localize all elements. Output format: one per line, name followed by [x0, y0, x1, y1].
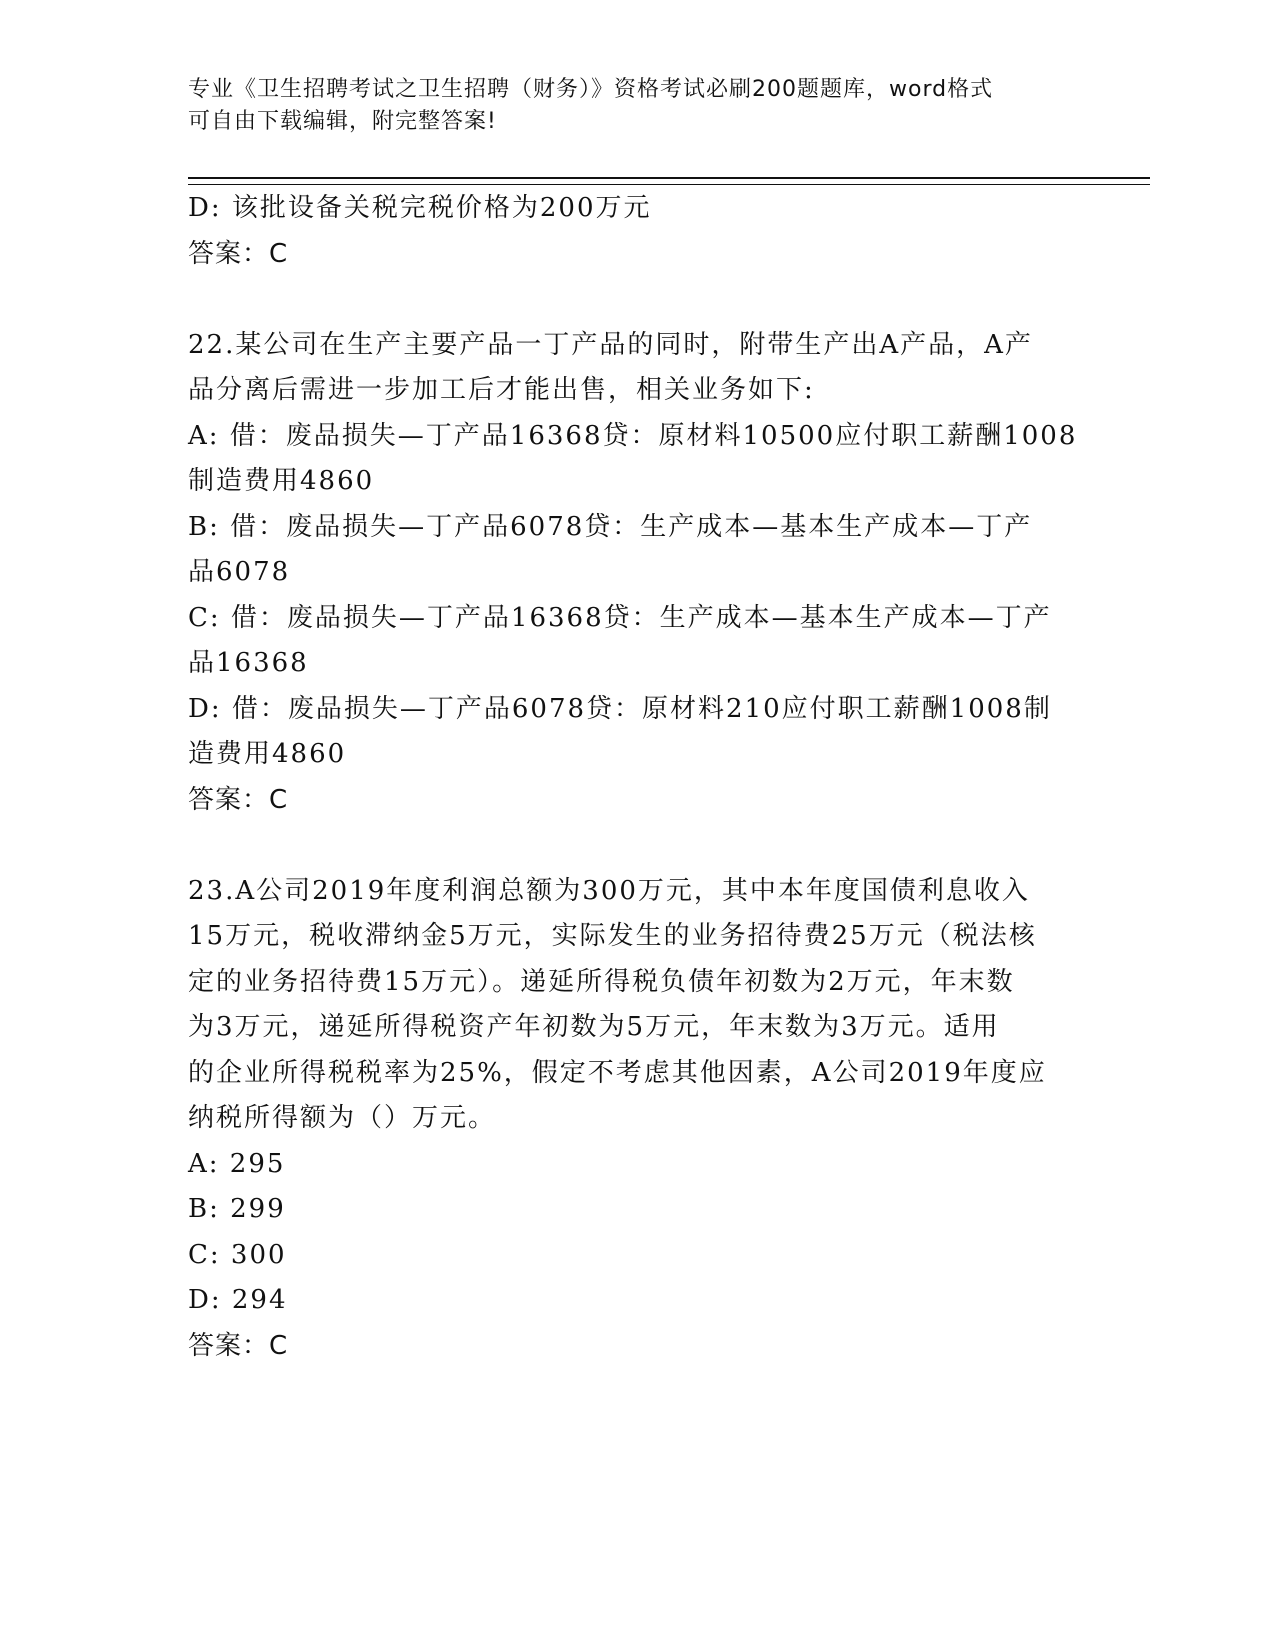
- question-stem: 15万元，税收滞纳金5万元，实际发生的业务招待费25万元（税法核: [188, 921, 1037, 951]
- question-22: [188, 323, 1088, 824]
- option-a: 制造费用4860: [188, 466, 375, 496]
- answer-line: 答案：C: [188, 784, 289, 815]
- header-title-line2: 可自由下载编辑，附完整答案!: [188, 109, 497, 134]
- option-d: D: 借：废品损失—丁产品6078贷：原材料210应付职工薪酬1008制: [188, 693, 1052, 724]
- answer-line: 答案：C: [188, 238, 289, 269]
- header-title-line1: 专业《卫生招聘考试之卫生招聘（财务）》资格考试必刷200题题库，word格式: [188, 77, 994, 102]
- spacer: [188, 823, 1088, 869]
- option-a: A: 借：废品损失—丁产品16368贷：原材料10500应付职工薪酬1008: [188, 420, 1078, 451]
- option-d: 造费用4860: [188, 739, 347, 769]
- question-stem: 纳税所得额为（）万元。: [188, 1103, 497, 1133]
- document-body: [188, 186, 1088, 1369]
- question-stem: 为3万元，递延所得税资产年初数为5万元，年末数为3万元。适用: [188, 1012, 1000, 1042]
- option-c: C: 300: [188, 1239, 287, 1270]
- question-23: [188, 869, 1088, 1370]
- question-stem: 的企业所得税税率为25%，假定不考虑其他因素，A公司2019年度应: [188, 1057, 1047, 1088]
- option-d: D: 该批设备关税完税价格为200万元: [188, 193, 652, 223]
- option-c: 品16368: [188, 648, 309, 678]
- option-b: B: 299: [188, 1194, 286, 1224]
- answer-line: 答案：C: [188, 1330, 289, 1361]
- header-divider-thick: [188, 177, 1150, 179]
- question-stem: 品分离后需进一步加工后才能出售，相关业务如下:: [188, 375, 815, 405]
- option-b: 品6078: [188, 557, 291, 587]
- option-a: A: 295: [188, 1148, 286, 1179]
- option-d: D: 294: [188, 1285, 288, 1315]
- option-c: C: 借：废品损失—丁产品16368贷：生产成本—基本生产成本—丁产: [188, 602, 1052, 633]
- question-stem: 定的业务招待费15万元）。递延所得税负债年初数为2万元，年末数: [188, 966, 1015, 997]
- document-header: [188, 74, 1068, 138]
- header-divider-thin: [188, 184, 1150, 185]
- spacer: [188, 277, 1088, 323]
- question-stem: 23.A公司2019年度利润总额为300万元，其中本年度国债利息收入: [188, 875, 1030, 906]
- question-stem: 22.某公司在生产主要产品一丁产品的同时，附带生产出A产品，A产: [188, 329, 1033, 360]
- question-21-tail: [188, 186, 1088, 277]
- option-b: B: 借：废品损失—丁产品6078贷：生产成本—基本生产成本—丁产: [188, 511, 1033, 542]
